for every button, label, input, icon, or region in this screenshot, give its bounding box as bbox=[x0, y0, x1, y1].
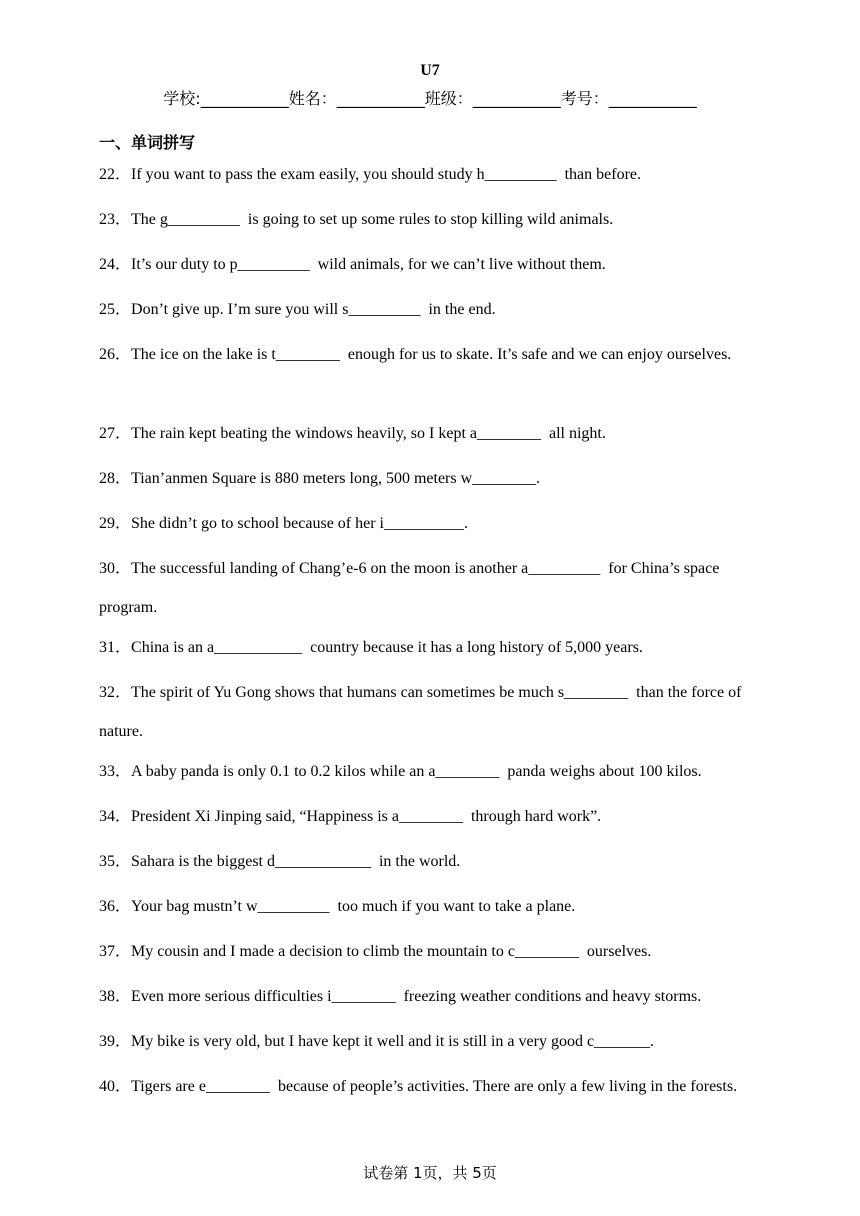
student-info-line bbox=[0, 86, 860, 109]
question-item: 39．My bike is very old, but I have kept it well and it is still in a very good c_______. bbox=[99, 1033, 655, 1050]
page-footer: 试卷第 1页，共 5页 bbox=[363, 1164, 497, 1182]
question-item: 24．It’s our duty to p_________ wild animals, for we can’t live without them. bbox=[99, 256, 606, 273]
question-item: 27．The rain kept beating the windows heavily, so I kept a________ all night. bbox=[99, 425, 606, 442]
question-item: 25．Don’t give up. I’m sure you will s_________ in the end. bbox=[99, 301, 496, 318]
question-item: 30．The successful landing of Chang’e-6 on the moon is another a_________ for China’s space program. bbox=[99, 560, 724, 616]
question-item: 29．She didn’t go to school because of her i__________. bbox=[99, 515, 468, 532]
question-item: 32．The spirit of Yu Gong shows that humans can sometimes be much s________ than the force of nature. bbox=[99, 684, 746, 740]
question-item: 40．Tigers are e________ because of people’s activities. There are only a few living in the forests. bbox=[99, 1078, 738, 1095]
page-title: U7 bbox=[420, 62, 440, 79]
question-item: 36．Your bag mustn’t w_________ too much if you want to take a plane. bbox=[99, 898, 576, 915]
question-item: 33．A baby panda is only 0.1 to 0.2 kilos while an a________ panda weighs about 100 kilos. bbox=[99, 763, 702, 780]
question-item: 28．Tian’anmen Square is 880 meters long, 500 meters w________. bbox=[99, 470, 541, 487]
question-item: 22．If you want to pass the exam easily, you should study h_________ than before. bbox=[99, 166, 641, 183]
question-item: 23．The g_________ is going to set up some rules to stop killing wild animals. bbox=[99, 211, 614, 228]
question-item: 37．My cousin and I made a decision to climb the mountain to c________ ourselves. bbox=[99, 943, 652, 960]
question-item: 38．Even more serious difficulties i________ freezing weather conditions and heavy storms. bbox=[99, 988, 702, 1005]
question-item: 26．The ice on the lake is t________ enough for us to skate. It’s safe and we can enjoy ourselves. bbox=[99, 346, 732, 363]
student-info-text: 学校:___________姓名：___________班级：___________考号：___________ bbox=[163, 89, 697, 108]
question-item: 34．President Xi Jinping said, “Happiness is a________ through hard work”. bbox=[99, 808, 602, 825]
section-heading: 一、单词拼写 bbox=[99, 133, 196, 152]
question-item: 31．China is an a___________ country because it has a long history of 5,000 years. bbox=[99, 639, 643, 656]
question-item: 35．Sahara is the biggest d____________ in the world. bbox=[99, 853, 461, 870]
